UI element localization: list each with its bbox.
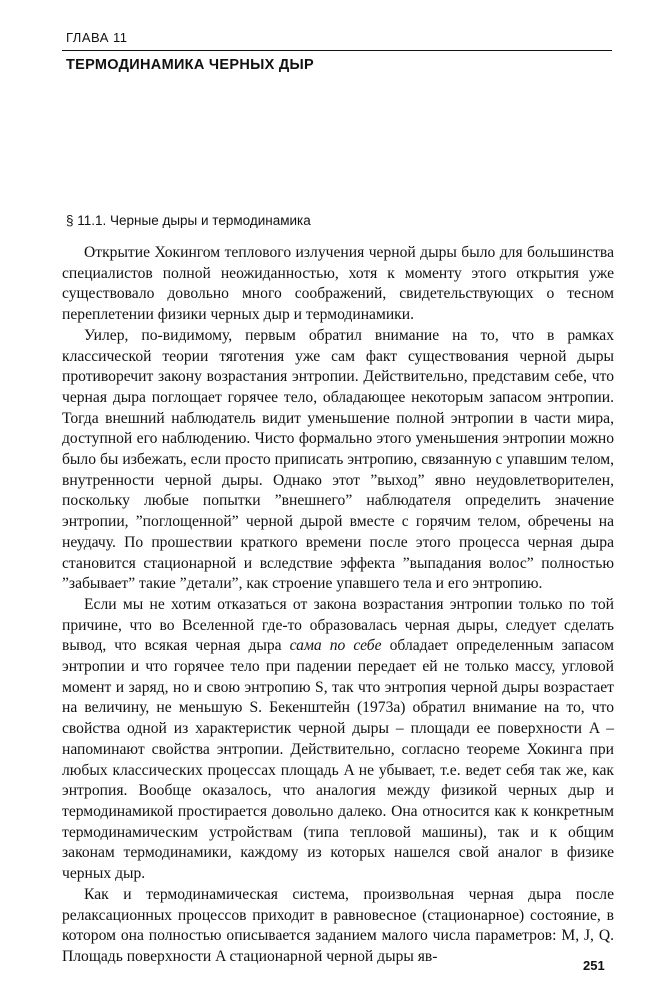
section-heading: § 11.1. Черные дыры и термодинамика bbox=[66, 213, 311, 228]
paragraph-1: Открытие Хокингом теплового излучения черной дыры было для большинства специалистов полной неожиданностью, хотя к моменту этого открытия уже существовало довольно много соображений, свидетельствующих о тесном переплетении физики черных дыр и термодинамики. bbox=[62, 244, 614, 324]
chapter-label: ГЛАВА 11 bbox=[66, 30, 128, 45]
page-number: 251 bbox=[583, 958, 605, 973]
chapter-title: ТЕРМОДИНАМИКА ЧЕРНЫХ ДЫР bbox=[66, 57, 315, 73]
paragraph-3-part-b: обладает определенным запасом энтропии и что горячее тело при падении передает ей не только массу, угловой момент и заряд, но и свою энтропию S, так что энтропия черной дыры возрастает на величину, не меньшую S. Бекенштейн (1973а) обратил внимание на то, что свойства одной из характеристик черной дыры – площади ее поверхности A – напоминают свойства энтропии. Действительно, согласно теореме Хокинга при любых классических процессах площадь A не убывает, т.е. ведет себя так же, как энтропия. Вообще оказалось, что аналогия между физикой черных дыр и термодинамикой простирается довольно далеко. Она относится как к конкретным термодинамическим устройствам (типа тепловой машины), так и к общим законам термодинамики, каждому из которых нашелся свой аналог в физике черных дыр. bbox=[62, 637, 615, 883]
paragraph-3 bbox=[62, 595, 614, 885]
paragraph-2: Уилер, по-видимому, первым обратил внимание на то, что в рамках классической теории тяготения уже сам факт существования черной дыры противоречит закону возрастания энтропии. Действительно, представим себе, что черная дыра поглощает горячее тело, обладающее некоторым запасом энтропии. Тогда внешний наблюдатель видит уменьшение полной энтропии в части мира, доступной его наблюдению. Чисто формально этого уменьшения энтропии можно было бы избежать, если просто приписать энтропию, связанную с упавшим телом, внутренности черной дыры. Однако этот ”выход” явно неудовлетворителен, поскольку любые попытки ”внешнего” наблюдателя определить значение энтропии, ”поглощенной” черной дырой вместе с горячим телом, обречены на неудачу. По прошествии краткого времени после этого процесса черная дыра становится стационарной и вследствие эффекта ”выпадания волос” полностью ”забывает” такие ”детали”, как строение упавшего тела и его энтропию. bbox=[62, 326, 614, 593]
paragraph-4: Как и термодинамическая система, произвольная черная дыра после релаксационных процессов приходит в равновесное (стационарное) состояние, в котором она полностью описывается заданием малого числа параметров: M, J, Q. Площадь поверхности A стационарной черной дыры яв- bbox=[62, 885, 614, 965]
paragraph-3-part-a: Если мы не хотим отказаться от закона возрастания энтропии только по той причине, что во Вселенной где-то образовалась черная дыры, следует сделать вывод, что всякая черная дыра bbox=[62, 595, 614, 655]
body-text bbox=[62, 243, 614, 968]
header-rule bbox=[62, 50, 612, 51]
paragraph-3-emphasis: сама по себе bbox=[289, 637, 382, 655]
